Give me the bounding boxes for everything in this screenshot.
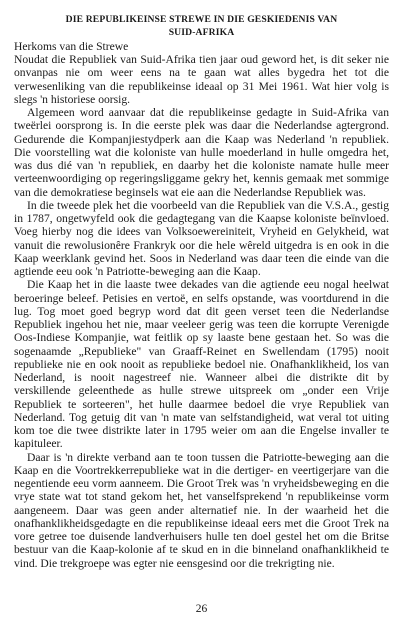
paragraph-2: Algemeen word aanvaar dat die republikeinse gedagte in Suid-Afrika van tweërlei oorsprong is. In die eerste plek was daar die Nederlandse agtergrond. Gedurende die Kompanjiestydperk aan die Kaap was Nederland 'n republiek. Die voorstelling wat die koloniste van hulle moederland in hulle omgedra het, was dus dié van 'n republiek, en daarby het die koloniste namate hulle meer verteenwoordiging op regeringsliggame gekry het, kennis gemaak met sommige van die demokratiese beginsels wat eie aan die Nederlandse Republiek was.	[14, 106, 389, 199]
section-heading: Herkoms van die Strewe	[14, 40, 129, 53]
paragraph-1: Noudat die Republiek van Suid-Afrika tien jaar oud geword het, is dit seker nie onvanpas nie om weer eens na te gaan wat alles bygedra het tot die verwesenliking van die republikeinse ideaal op 31 Mei 1961. Wat hier volg is slegs 'n historiese oorsig.	[14, 53, 389, 106]
title-line-2: SUID-AFRIKA	[168, 27, 235, 38]
page-number: 26	[195, 603, 208, 615]
paragraph-4: Die Kaap het in die laaste twee dekades van die agtiende eeu nogal heelwat beroeringe beleef. Petisies en vertoë, en selfs opstande, was voortdurend in die lug. Tog moet goed begryp word dat dit geen verset teen die Nederlandse Republiek ingehou het nie, maar veeleer gerig was teen die korrupte Verenigde Oos-Indiese Kompanjie, wat feitlik op sy laaste bene gestaan het. So was die sogenaamde „Republieke" van Graaff-Reinet en Swellendam (1795) nooit republieke nie en ook nooit as republieke bedoel nie. Onafhanklikheid, los van Nederland, is nooit nagestreef nie. Wanneer albei die distrikte dit by verskillende geleenthede as hulle strewe uitspreek om „onder een Vrije Republiek te sorteeren", het hulle daarmee bedoel die vrye Republiek van Nederland. Tog getuig dit van 'n mate van selfstandigheid, wat veral tot uiting kom toe die twee distrikte later in 1795 weier om aan die Engelse invaller te kapituleer.	[14, 278, 389, 451]
paragraph-3: In die tweede plek het die voorbeeld van die Republiek van die V.S.A., gestig in 1787, ongetwyfeld ook die gedagtegang van die Kaapse koloniste beïnvloed. Voeg hierby nog die idees van Volksoewereiniteit, Vryheid en Gelykheid, wat vanuit die rewolusionêre Frankryk oor die hele wêreld uitgedra is en ook in die Kaap weerklank gevind het. Soos in Nederland was daar teen die einde van die agtiende eeu ook 'n Patriotte-beweging aan die Kaap.	[14, 198, 389, 279]
title-line-1: DIE REPUBLIKEINSE STREWE IN DIE GESKIEDENIS VAN	[65, 14, 338, 25]
page-title	[14, 13, 389, 39]
paragraph-5: Daar is 'n direkte verband aan te toon tussen die Patriotte-beweging aan die Kaap en die Voortrekkerrepublieke wat in die dertiger- en veertigerjare van die negentiende eeu vorm aanneem. Die Groot Trek was 'n vryheidsbeweging en die vrye state wat tot stand gekom het, het vanselfsprekend 'n republikeinse vorm aangeneem. Daar was geen ander alternatief nie. In der waarheid het die onafhanklikheidsgedagte en die republikeinse ideaal eers met die Groot Trek na vore getree toe duisende landverhuisers hulle ten doel gestel het om die Britse bestuur van die Kaap-kolonie af te skud en in die binneland onafhanklikheid te vind. Die trekgroepe was egter nie eensgesind oor die trekrigting nie.	[14, 450, 389, 570]
document-page	[14, 13, 389, 633]
